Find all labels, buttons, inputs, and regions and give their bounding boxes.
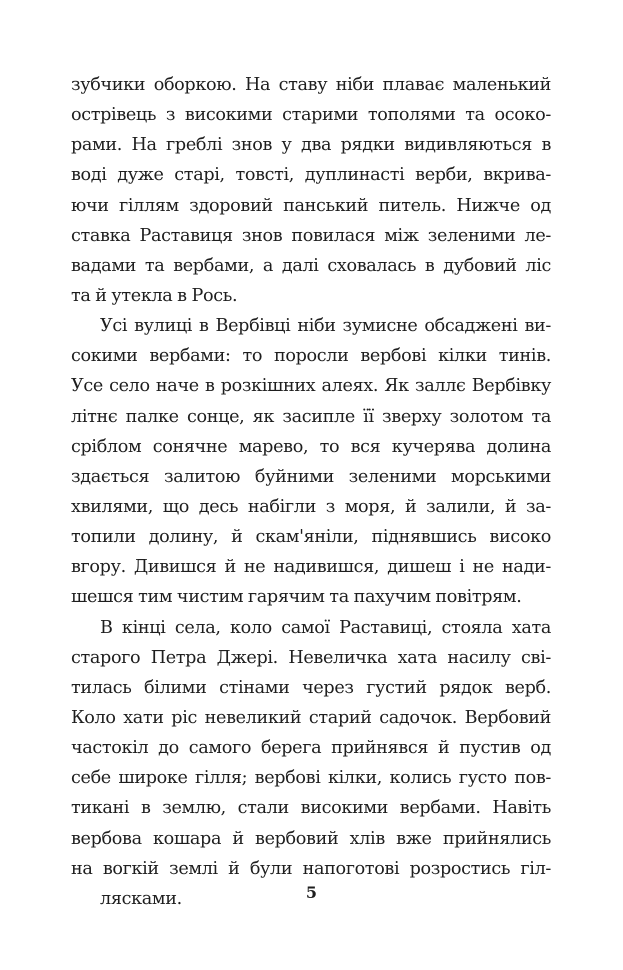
text-line: сокими вербами: то поросли вербові кілки тинів.: [71, 346, 551, 367]
text-line: ставка Раставиця знов повилася між зеленими ле-: [71, 225, 551, 246]
text-line: вгору. Дивишся й не надивишся, дишеш і не нади-: [71, 557, 551, 578]
text-line: тикані в землю, стали високими вербами. Навіть: [71, 798, 551, 819]
text-line: вербова кошара й вербовий хлів вже прийнялись: [71, 828, 551, 849]
text-line: Коло хати ріс невеликий старий садочок. Вербовий: [71, 707, 551, 728]
paragraph: [71, 613, 551, 914]
text-line: частокіл до самого берега прийнявся й пустив од: [71, 738, 551, 759]
text-line: ючи гіллям здоровий панський питель. Нижче од: [71, 195, 551, 216]
text-line: лясками.: [100, 888, 182, 909]
text-line: на вогкій землі й були напоготові розростись гіл-: [71, 858, 551, 879]
text-line: рами. На греблі знов у два рядки видивляються в: [71, 135, 551, 156]
text-line: літнє палке сонце, як засипле її зверху золотом та: [71, 406, 551, 427]
page-number: 5: [305, 883, 318, 902]
text-line: Усі вулиці в Вербівці ніби зумисне обсаджені ви-: [100, 316, 551, 337]
text-line: старого Петра Джері. Невеличка хата насилу сві-: [71, 647, 551, 668]
text-line: В кінці села, коло самої Раставиці, стояла хата: [100, 617, 551, 638]
text-line: шешся тим чистим гарячим та пахучим повітрям.: [71, 587, 522, 608]
text-line: хвилями, що десь набігли з моря, й залили, й за-: [71, 496, 551, 517]
text-line: острівець з високими старими тополями та осоко-: [71, 105, 551, 126]
paragraph: [71, 70, 551, 311]
paragraph: [71, 311, 551, 612]
text-line: топили долину, й скам'яніли, піднявшись високо: [71, 527, 551, 548]
text-line: сріблом сонячне марево, то вся кучерява долина: [71, 436, 551, 457]
text-line: зубчики оборкою. На ставу ніби плаває маленький: [71, 75, 551, 95]
text-line: воді дуже старі, товсті, дуплинасті верби, вкрива-: [71, 165, 551, 186]
text-line: тилась білими стінами через густий рядок верб.: [71, 677, 551, 698]
text-line: та й утекла в Рось.: [71, 285, 238, 306]
text-line: здається залитою буйними зеленими морськими: [71, 466, 551, 487]
text-line: себе широке гілля; вербові кілки, колись густо пов-: [71, 768, 551, 789]
text-line: Усе село наче в розкішних алеях. Як заллє Вербівку: [71, 376, 551, 397]
text-line: вадами та вербами, а далі сховалась в дубовий ліс: [71, 255, 551, 276]
page-text: [71, 70, 551, 914]
